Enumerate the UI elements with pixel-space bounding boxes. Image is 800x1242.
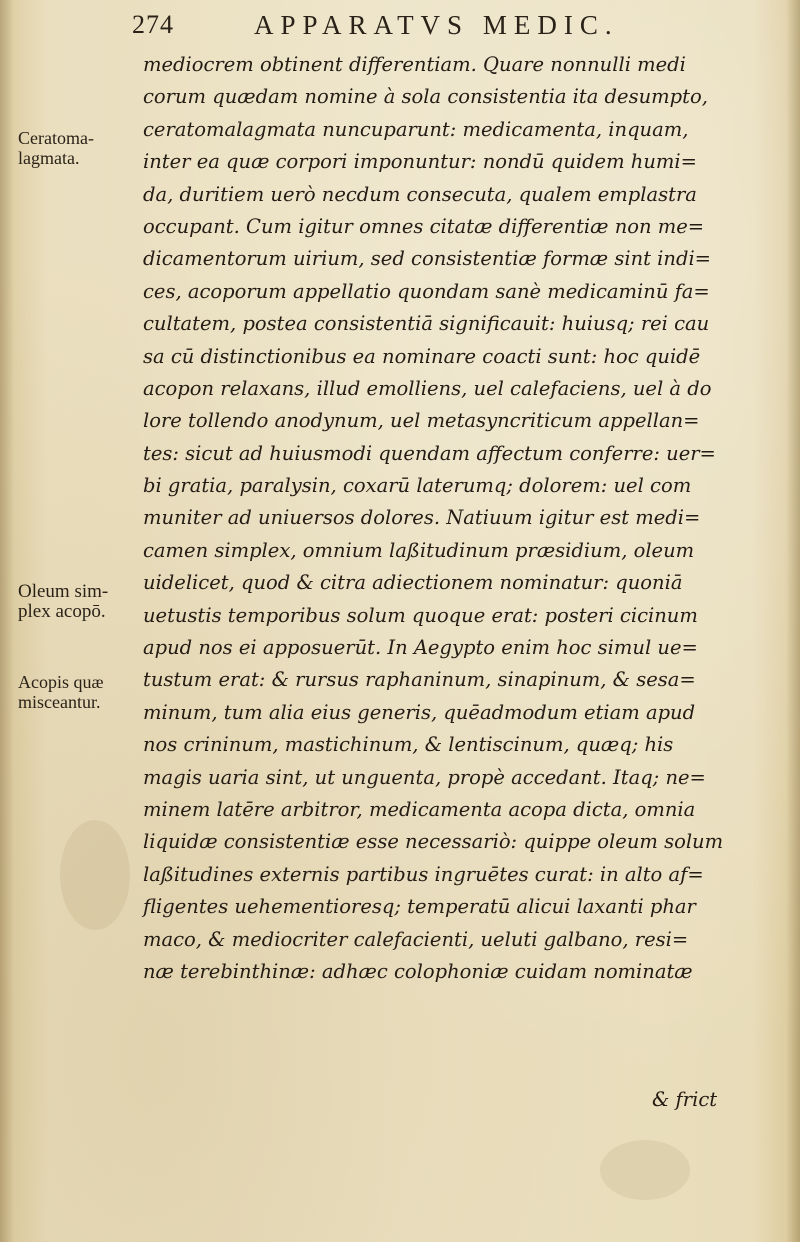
text-line: bi gratia, paralysin, coxarū laterumq; dolorem: uel com <box>143 474 692 498</box>
margin-note-line: misceantur. <box>18 692 101 712</box>
text-line: minem latēre arbitror, medicamenta acopa dicta, omnia <box>143 797 696 821</box>
text-line: da, duritiem uerò necdum consecuta, qualem emplastra <box>143 182 697 206</box>
text-line: dicamentorum uirium, sed consistentiæ formæ sint indi= <box>143 247 712 271</box>
text-line: inter ea quæ corpori imponuntur: nondū quidem humi= <box>143 150 697 174</box>
main-text-block <box>143 49 768 988</box>
text-line: fligentes uehementioresq; temperatū alicui laxanti phar <box>143 895 696 919</box>
paper-stain <box>600 1140 690 1200</box>
text-line: laßitudines externis partibus ingruētes curat: in alto af= <box>143 862 704 886</box>
text-line: cultatem, postea consistentiā significauit: huiusq; rei cau <box>143 312 710 336</box>
text-line: mediocrem obtinent differentiam. Quare nonnulli medi <box>143 53 686 76</box>
text-line: muniter ad uniuersos dolores. Natiuum igitur est medi= <box>143 506 701 530</box>
text-line: apud nos ei apposuerūt. In Aegypto enim hoc simul ue= <box>143 636 698 660</box>
text-line: magis uaria sint, ut unguenta, propè accedant. Itaq; ne= <box>143 765 706 789</box>
text-line: acopon relaxans, illud emolliens, uel calefaciens, uel à do <box>143 376 712 400</box>
margin-note-line: Ceratoma- <box>18 128 94 148</box>
text-line: sa cū distinctionibus ea nominare coacti sunt: hoc quidē <box>143 344 701 368</box>
catchword: & frict <box>652 1088 718 1111</box>
running-head: APPARATVS MEDIC. <box>254 10 619 40</box>
text-line: corum quædam nomine à sola consistentia ita desumpto, <box>143 85 708 109</box>
text-line: liquidæ consistentiæ esse necessariò: quippe oleum solum <box>143 830 724 854</box>
text-line: lore tollendo anodynum, uel metasyncriticum appellan= <box>143 409 700 433</box>
text-line: næ terebinthinæ: adhæc colophoniæ cuidam nominatæ <box>143 959 693 983</box>
text-line: tes: sicut ad huiusmodi quendam affectum conferre: uer= <box>143 441 716 465</box>
text-line: tustum erat: & rursus raphaninum, sinapinum, & sesa= <box>143 668 696 692</box>
page-number: 274 <box>132 10 174 39</box>
margin-note-line: Acopis quæ <box>18 672 104 692</box>
paper-stain <box>60 820 130 930</box>
text-line: nos crininum, mastichinum, & lentiscinum, quæq; his <box>143 733 674 757</box>
text-line: ces, acoporum appellatio quondam sanè medicaminū fa= <box>143 279 710 303</box>
margin-note-ceratomalagmata <box>18 128 94 168</box>
text-line: minum, tum alia eius generis, quēadmodum etiam apud <box>143 700 696 724</box>
text-line: uidelicet, quod & citra adiectionem nominatur: quoniā <box>143 571 683 595</box>
left-page-edge <box>0 0 14 1242</box>
text-line: camen simplex, omnium laßitudinum præsidium, oleum <box>143 538 695 562</box>
margin-note-acopis <box>18 672 104 712</box>
margin-note-oleum-simplex <box>18 582 108 622</box>
page-header <box>126 6 766 46</box>
margin-note-line: lagmata. <box>18 148 80 168</box>
text-line: uetustis temporibus solum quoque erat: posteri cicinum <box>143 603 698 627</box>
text-line: occupant. Cum igitur omnes citatæ differentiæ non me= <box>143 214 705 238</box>
margin-note-line: plex acopō. <box>18 601 106 622</box>
right-page-edge <box>786 0 800 1242</box>
margin-note-line: Oleum sim- <box>18 581 109 602</box>
text-line: ceratomalagmata nuncuparunt: medicamenta, inquam, <box>143 117 689 141</box>
text-line: maco, & mediocriter calefacienti, ueluti galbano, resi= <box>143 927 689 951</box>
